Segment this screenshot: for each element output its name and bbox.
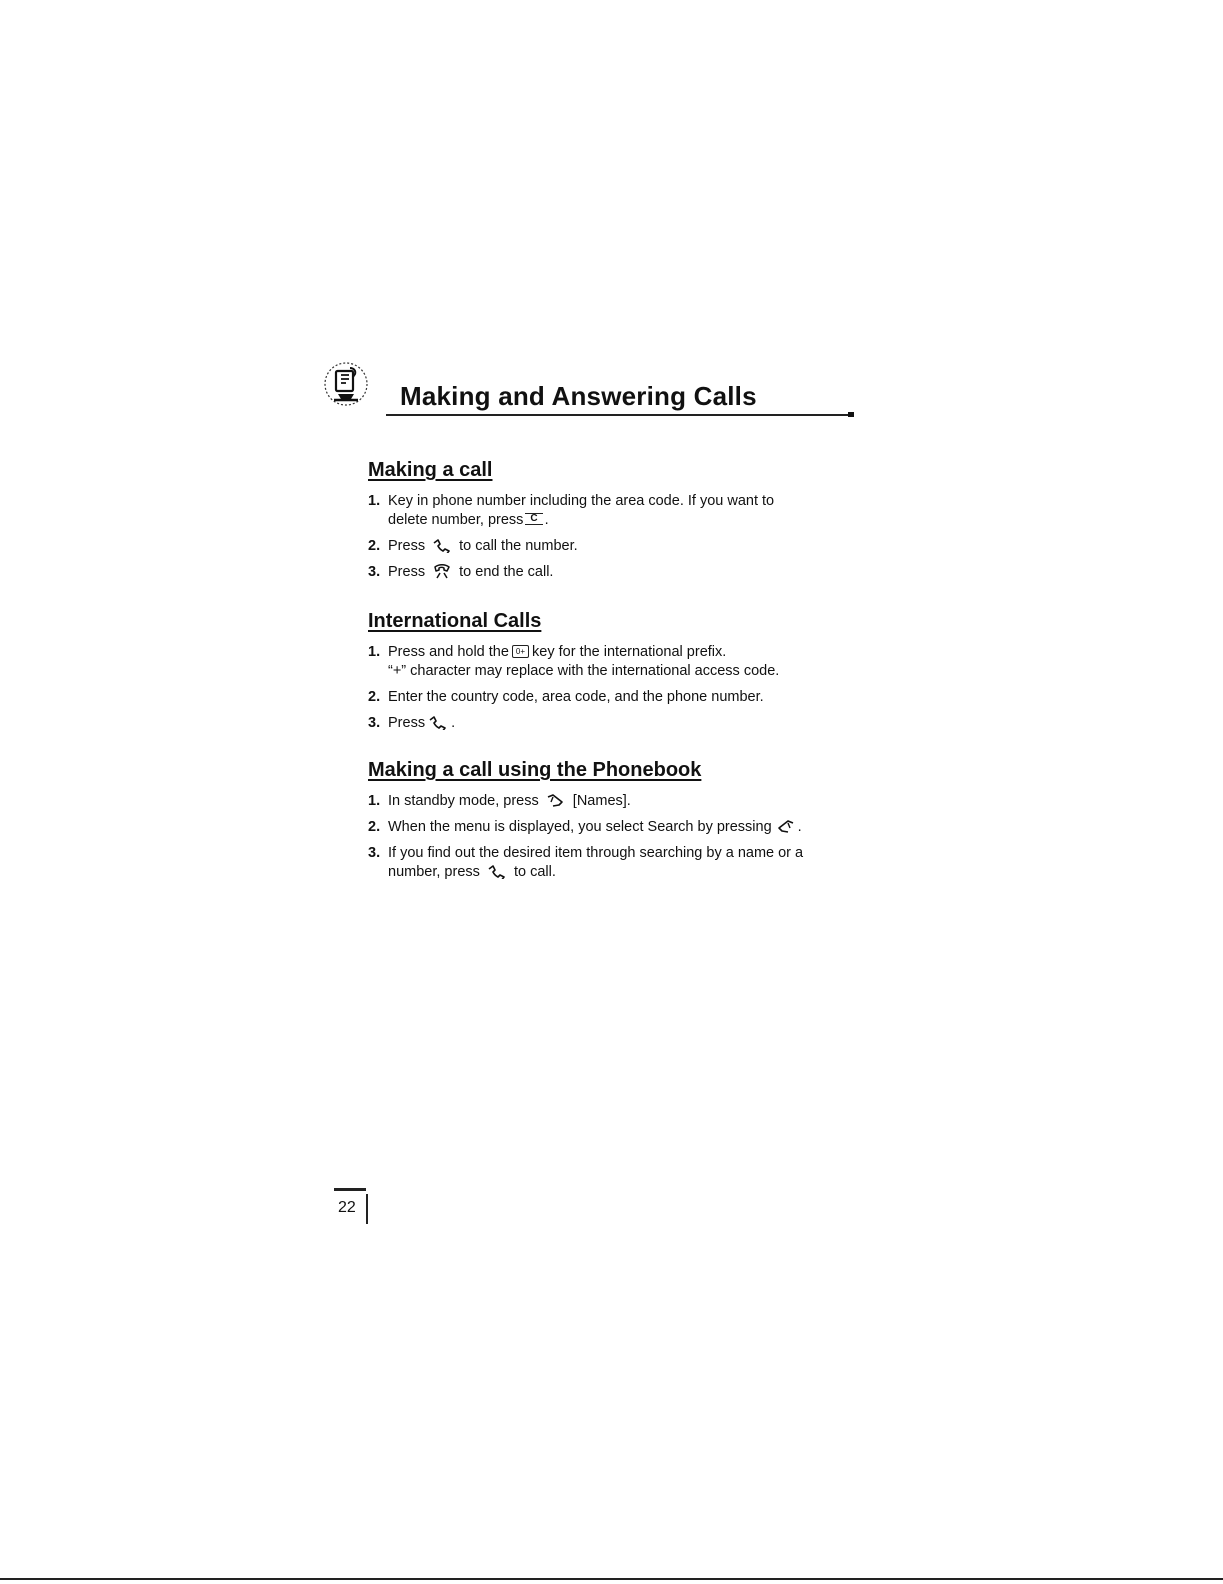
step-text: to end the call. [459, 564, 554, 580]
step [368, 643, 868, 681]
section-making-a-call [368, 459, 868, 589]
step-number: 2. [368, 689, 381, 705]
step-text: When the menu is displayed, you select Search by pressing [388, 819, 772, 835]
step-text: . [797, 819, 802, 835]
send-key-icon [486, 863, 508, 879]
step [368, 563, 868, 582]
step-text: . [544, 512, 549, 528]
send-key-icon [427, 714, 449, 730]
title-divider [386, 414, 854, 416]
section-phonebook-call [368, 759, 868, 889]
step-text: Press [388, 715, 426, 731]
end-key-icon [431, 563, 453, 579]
step-number: 3. [368, 564, 381, 580]
step-text: Enter the country code, area code, and the phone number. [388, 689, 764, 705]
step-text: Press [388, 564, 426, 580]
step-text: Press and hold the [388, 644, 509, 660]
phone-book-icon [322, 360, 370, 408]
page-number: 22 [338, 1199, 356, 1216]
step-number: 1. [368, 793, 381, 809]
section-heading: International Calls [368, 610, 542, 632]
section-heading: Making a call [368, 459, 493, 481]
page-number-bar [334, 1188, 366, 1191]
step-text-line2: “+” character may replace with the international access code. [388, 663, 780, 679]
section-international-calls [368, 610, 868, 740]
step-text-line2 [388, 863, 868, 882]
step-text: to call the number. [459, 538, 578, 554]
page-bottom-edge [0, 1578, 1223, 1580]
step-text: delete number, press [388, 512, 524, 528]
step [368, 537, 868, 556]
step-text: to call. [513, 864, 556, 880]
step [368, 688, 868, 707]
step-text: Press [388, 538, 426, 554]
section-heading: Making a call using the Phonebook [368, 759, 702, 781]
step-number: 2. [368, 538, 381, 554]
step [368, 792, 868, 811]
step-number: 2. [368, 819, 381, 835]
step-text: Key in phone number including the area code. If you want to [388, 493, 775, 509]
chapter-title: Making and Answering Calls [400, 381, 757, 411]
left-soft-key-icon [774, 818, 796, 834]
step-text: [Names]. [572, 793, 631, 809]
step [368, 492, 868, 530]
step-text: . [451, 715, 456, 731]
step [368, 714, 868, 733]
step-text: In standby mode, press [388, 793, 539, 809]
step-number: 1. [368, 493, 381, 509]
step-text-line2 [388, 511, 868, 530]
step [368, 844, 868, 882]
step-text: key for the international prefix. [532, 644, 727, 660]
step-number: 3. [368, 845, 381, 861]
right-soft-key-icon [545, 792, 567, 808]
step-text: If you find out the desired item through searching by a name or a [388, 845, 804, 861]
step-number: 3. [368, 715, 381, 731]
title-divider-end [848, 412, 854, 417]
step-text: number, press [388, 864, 480, 880]
step [368, 818, 868, 837]
clear-key-icon: C [525, 513, 542, 525]
zero-plus-key-icon: 0+ [512, 645, 529, 658]
step-number: 1. [368, 644, 381, 660]
page-number-tick [366, 1194, 368, 1224]
send-key-icon [431, 537, 453, 553]
